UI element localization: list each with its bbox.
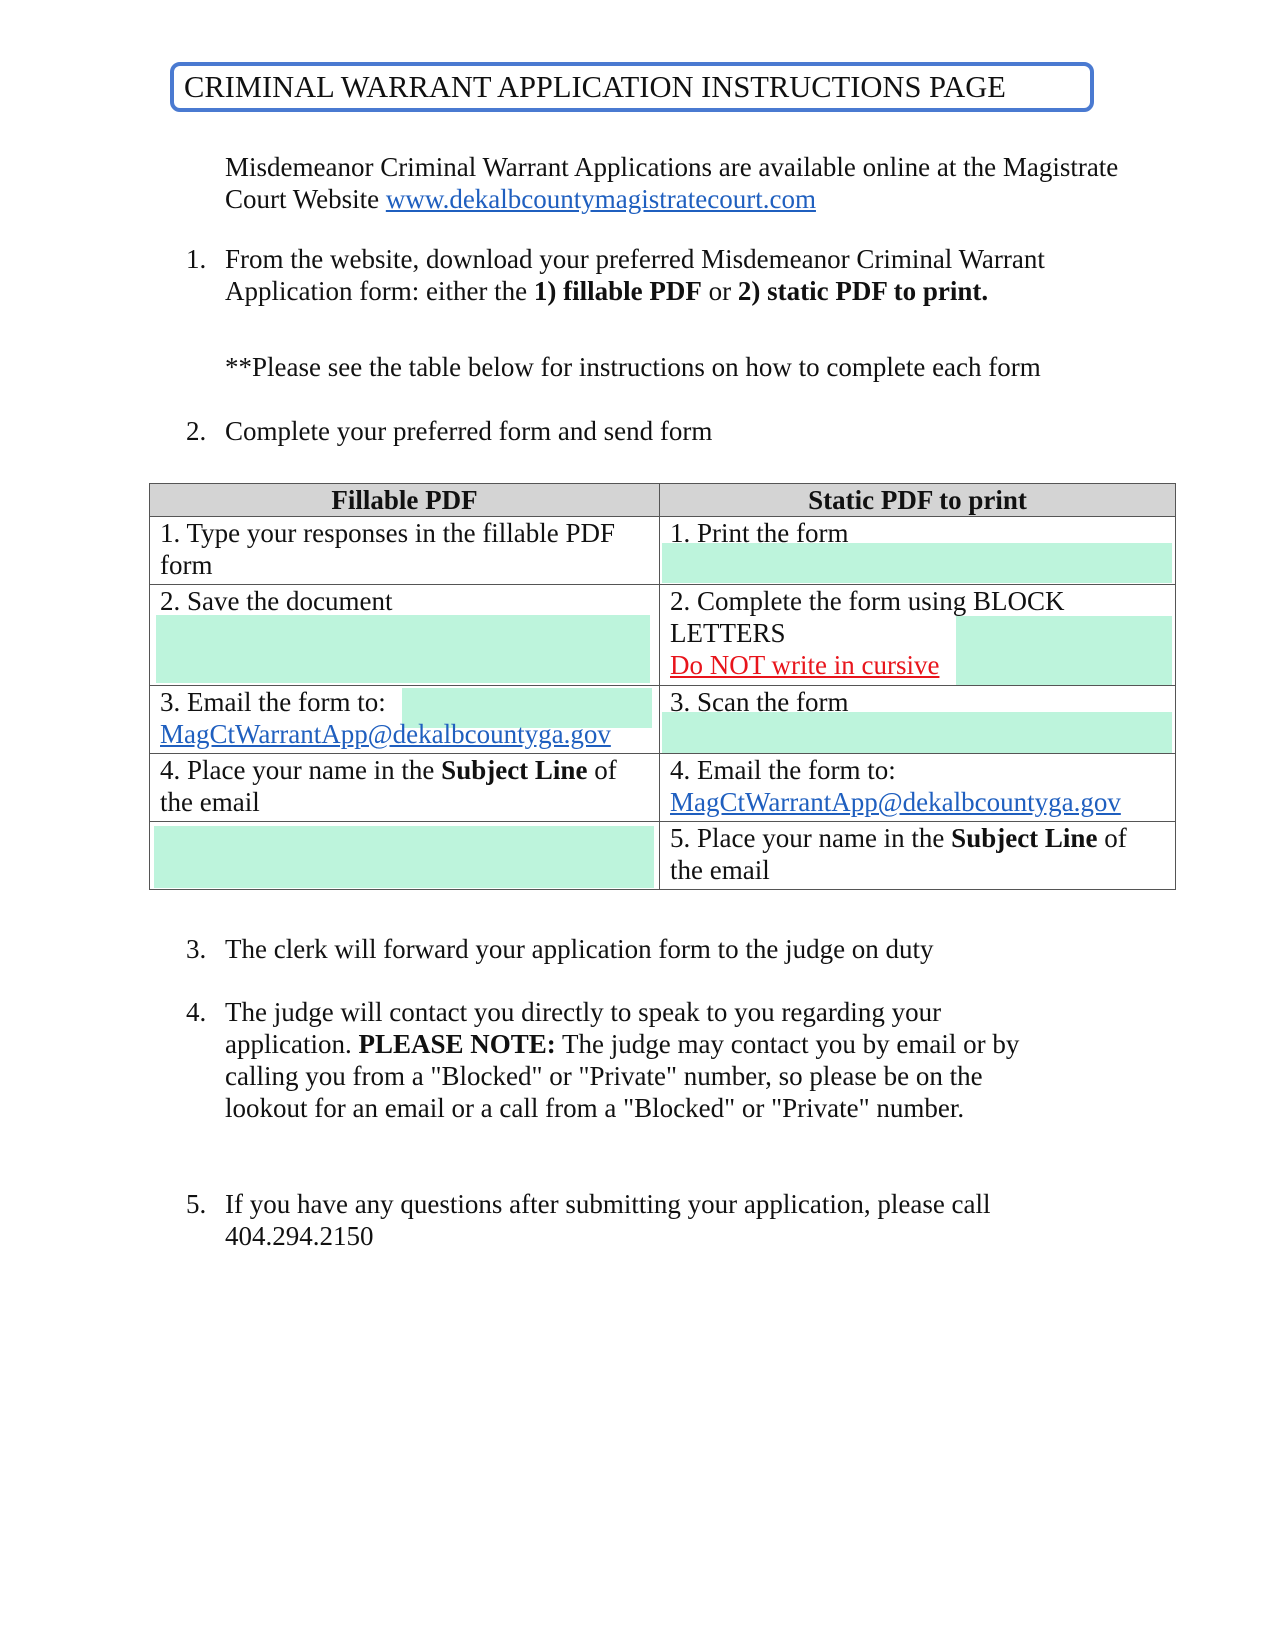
static-step-4-text: 4. Email the form to: <box>670 755 896 785</box>
fillable-step-1 <box>150 517 660 585</box>
fillable-step-3 <box>150 686 660 754</box>
highlight <box>662 712 1172 754</box>
step-5-number: 5. <box>186 1189 207 1219</box>
intro-text: Misdemeanor Criminal Warrant Applications are available online at the Magistrate Court Website <box>225 152 1119 214</box>
step-3-number: 3. <box>186 934 207 964</box>
header-static-pdf: Static PDF to print <box>660 484 1176 517</box>
page-title: CRIMINAL WARRANT APPLICATION INSTRUCTIONS PAGE <box>184 70 1006 104</box>
table-note: **Please see the table below for instructions on how to complete each form <box>225 352 1041 382</box>
static-step-4 <box>660 754 1176 822</box>
highlight <box>662 543 1172 583</box>
highlight <box>154 826 654 888</box>
fillable-email-link[interactable]: MagCtWarrantApp@dekalbcountyga.gov <box>160 719 611 749</box>
step-1-bold-static: 2) static PDF to print. <box>737 276 989 306</box>
step-4-text-b: The judge may contact you by email or by calling you from a "Blocked" or "Private" number, so please be on the lookout for an email or a call from a "Blocked" or "Private" number. <box>225 1029 1020 1123</box>
instructions-table <box>149 483 1176 890</box>
step-4-number: 4. <box>186 997 207 1027</box>
table-row <box>150 686 1176 754</box>
static-step-2-text: 2. Complete the form using BLOCK LETTERS <box>670 586 1065 648</box>
fillable-step-2-text: 2. Save the document <box>160 586 393 616</box>
table-header-row <box>150 484 1176 517</box>
step-1-bold-fillable: 1) fillable PDF <box>533 276 702 306</box>
fillable-subject-line: Subject Line <box>441 755 588 785</box>
step-1-text-a: From the website, download your preferred Misdemeanor Criminal Warrant Application form: either the <box>225 244 1045 306</box>
fillable-step-3-text: 3. Email the form to: <box>160 687 386 717</box>
static-step-2 <box>660 585 1176 686</box>
fillable-step-4-text: 4. Place your name in the <box>160 755 435 785</box>
table-row <box>150 822 1176 890</box>
court-website-link[interactable]: www.dekalbcountymagistratecourt.com <box>385 184 816 214</box>
header-fillable-pdf: Fillable PDF <box>150 484 660 517</box>
highlight <box>156 615 650 683</box>
step-1-number: 1. <box>186 244 207 274</box>
cursive-warning: Do NOT write in cursive <box>670 650 940 680</box>
static-step-5-text: 5. Place your name in the <box>670 823 945 853</box>
fillable-empty-cell <box>150 822 660 890</box>
page-title-box <box>170 62 1094 112</box>
static-step-1-text: 1. Print the form <box>670 518 849 548</box>
static-step-5-text-end: of the email <box>670 823 1127 885</box>
step-4-text <box>225 996 1025 1124</box>
step-2-text: Complete your preferred form and send form <box>225 416 713 446</box>
static-email-link[interactable]: MagCtWarrantApp@dekalbcountyga.gov <box>670 787 1121 817</box>
table-row <box>150 517 1176 585</box>
fillable-step-4-text-end: of the email <box>160 755 617 817</box>
fillable-step-2 <box>150 585 660 686</box>
fillable-step-1-text: 1. Type your responses in the fillable PDF form <box>160 518 616 580</box>
static-step-3 <box>660 686 1176 754</box>
intro-paragraph <box>225 151 1125 215</box>
static-step-3-text: 3. Scan the form <box>670 687 849 717</box>
table-row <box>150 754 1176 822</box>
static-subject-line: Subject Line <box>951 823 1098 853</box>
static-step-1 <box>660 517 1176 585</box>
fillable-step-4 <box>150 754 660 822</box>
step-4-text-a: The judge will contact you directly to speak to you regarding your application. <box>225 997 942 1059</box>
step-2-number: 2. <box>186 416 207 446</box>
static-step-5 <box>660 822 1176 890</box>
step-1-text <box>225 243 1125 307</box>
step-3-text: The clerk will forward your application form to the judge on duty <box>225 934 934 964</box>
table-row <box>150 585 1176 686</box>
step-5-text: If you have any questions after submitting your application, please call 404.294.2150 <box>225 1189 991 1251</box>
please-note: PLEASE NOTE: <box>358 1029 556 1059</box>
step-1-text-or: or <box>708 276 732 306</box>
